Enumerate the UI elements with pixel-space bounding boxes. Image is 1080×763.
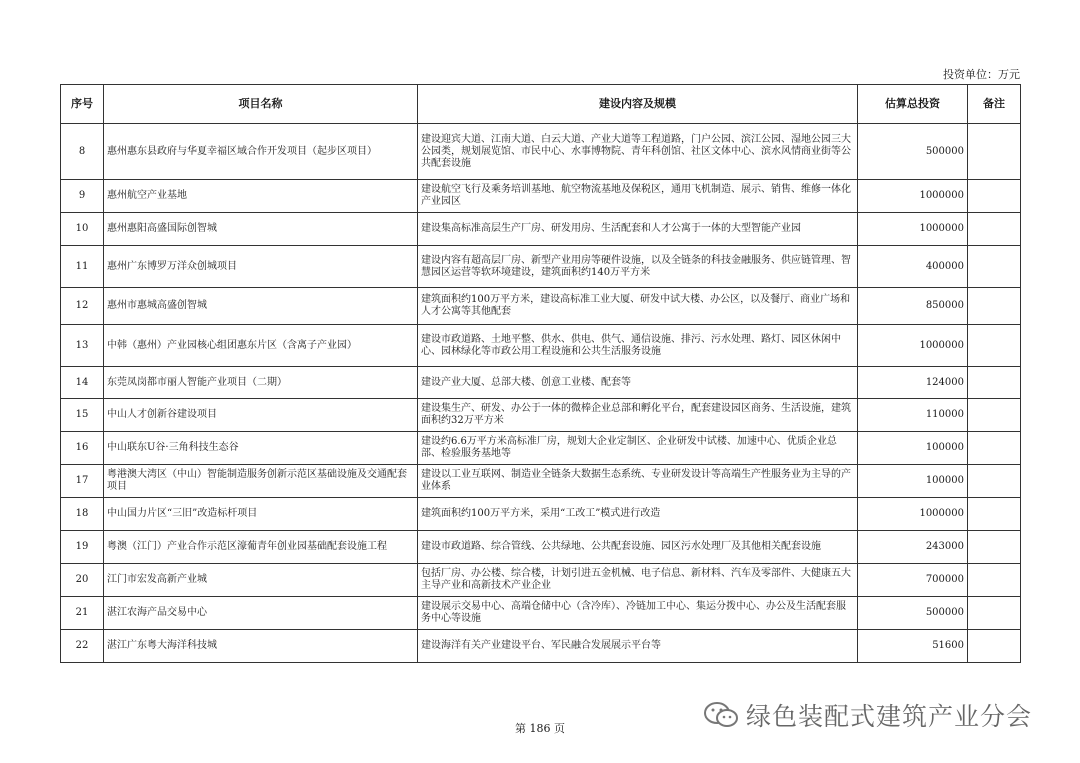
cell-investment: 100000 — [858, 432, 968, 465]
cell-note — [968, 325, 1021, 367]
column-header-seq: 序号 — [61, 85, 104, 124]
wechat-icon — [702, 700, 740, 730]
cell-note — [968, 124, 1021, 180]
cell-seq: 22 — [61, 630, 104, 663]
table-row — [61, 630, 1021, 663]
column-header-content: 建设内容及规模 — [418, 85, 858, 124]
table-row — [61, 367, 1021, 399]
cell-project-name: 中山联东U谷·三角科技生态谷 — [104, 432, 418, 465]
table-row — [61, 597, 1021, 630]
cell-note — [968, 597, 1021, 630]
cell-investment: 243000 — [858, 531, 968, 564]
cell-project-name: 中韩（惠州）产业园核心组团惠东片区（含离子产业园） — [104, 325, 418, 367]
cell-investment: 1000000 — [858, 498, 968, 531]
table-header-row — [61, 85, 1021, 124]
cell-seq: 18 — [61, 498, 104, 531]
cell-project-name: 粤澳（江门）产业合作示范区濠葡青年创业园基础配套设施工程 — [104, 531, 418, 564]
cell-note — [968, 180, 1021, 213]
cell-investment: 400000 — [858, 246, 968, 288]
cell-seq: 16 — [61, 432, 104, 465]
cell-project-name: 江门市宏发高新产业城 — [104, 564, 418, 597]
cell-note — [968, 498, 1021, 531]
cell-investment: 500000 — [858, 124, 968, 180]
table-row — [61, 124, 1021, 180]
table-row — [61, 180, 1021, 213]
cell-content: 建设内容有超高层厂房、新型产业用房等硬件设施，以及全链条的科技金融服务、供应链管理、智慧园区运营等软环境建设，建筑面积约140万平方米 — [418, 246, 858, 288]
cell-seq: 21 — [61, 597, 104, 630]
table-row — [61, 288, 1021, 325]
cell-content: 建设迎宾大道、江南大道、白云大道、产业大道等工程道路，门户公园、滨江公园、湿地公园三大公园类，规划展览馆、市民中心、水事博物院、青年科创馆、社区文体中心、滨水风情商业街等公共配套设施 — [418, 124, 858, 180]
cell-investment: 124000 — [858, 367, 968, 399]
cell-content: 建设集高标准高层生产厂房、研发用房、生活配套和人才公寓于一体的大型智能产业园 — [418, 213, 858, 246]
cell-project-name: 湛江农海产品交易中心 — [104, 597, 418, 630]
cell-seq: 13 — [61, 325, 104, 367]
cell-note — [968, 432, 1021, 465]
table-row — [61, 531, 1021, 564]
cell-content: 建设海洋有关产业建设平台、军民融合发展展示平台等 — [418, 630, 858, 663]
cell-seq: 17 — [61, 465, 104, 498]
cell-content: 建设产业大厦、总部大楼、创意工业楼、配套等 — [418, 367, 858, 399]
cell-investment: 1000000 — [858, 213, 968, 246]
cell-investment: 1000000 — [858, 180, 968, 213]
cell-note — [968, 213, 1021, 246]
table-row — [61, 465, 1021, 498]
cell-note — [968, 564, 1021, 597]
column-header-name: 项目名称 — [104, 85, 418, 124]
cell-project-name: 中山人才创新谷建设项目 — [104, 399, 418, 432]
cell-content: 建筑面积约100万平方米，采用“工改工”模式进行改造 — [418, 498, 858, 531]
cell-note — [968, 288, 1021, 325]
cell-seq: 19 — [61, 531, 104, 564]
table-row — [61, 399, 1021, 432]
cell-note — [968, 465, 1021, 498]
cell-seq: 15 — [61, 399, 104, 432]
cell-investment: 500000 — [858, 597, 968, 630]
table-row — [61, 213, 1021, 246]
cell-investment: 100000 — [858, 465, 968, 498]
column-header-investment: 估算总投资 — [858, 85, 968, 124]
cell-investment: 1000000 — [858, 325, 968, 367]
cell-project-name: 粤港澳大湾区（中山）智能制造服务创新示范区基础设施及交通配套项目 — [104, 465, 418, 498]
cell-investment: 850000 — [858, 288, 968, 325]
cell-project-name: 惠州惠东县政府与华夏幸福区域合作开发项目（起步区项目） — [104, 124, 418, 180]
cell-content: 建设约6.6万平方米高标准厂房，规划大企业定制区、企业研发中试楼、加速中心、优质企业总部、检验服务基地等 — [418, 432, 858, 465]
cell-investment: 51600 — [858, 630, 968, 663]
cell-seq: 12 — [61, 288, 104, 325]
cell-seq: 10 — [61, 213, 104, 246]
cell-content: 建筑面积约100万平方米，建设高标准工业大厦、研发中试大楼、办公区，以及餐厅、商业广场和人才公寓等其他配套 — [418, 288, 858, 325]
cell-project-name: 湛江广东粤大海洋科技城 — [104, 630, 418, 663]
cell-content: 包括厂房、办公楼、综合楼，计划引进五金机械、电子信息、新材料、汽车及零部件、大健康五大主导产业和高新技术产业企业 — [418, 564, 858, 597]
cell-project-name: 惠州广东博罗万洋众创城项目 — [104, 246, 418, 288]
table-row — [61, 246, 1021, 288]
investment-unit-note: 投资单位：万元 — [943, 68, 1020, 81]
cell-note — [968, 399, 1021, 432]
column-header-note: 备注 — [968, 85, 1021, 124]
cell-project-name: 中山国力片区“三旧”改造标杆项目 — [104, 498, 418, 531]
cell-investment: 700000 — [858, 564, 968, 597]
cell-project-name: 惠州市惠城高盛创智城 — [104, 288, 418, 325]
watermark-text: 绿色装配式建筑产业分会 — [746, 702, 1033, 731]
cell-seq: 11 — [61, 246, 104, 288]
cell-note — [968, 367, 1021, 399]
table-row — [61, 432, 1021, 465]
cell-project-name: 惠州航空产业基地 — [104, 180, 418, 213]
cell-note — [968, 630, 1021, 663]
cell-content: 建设市政道路、土地平整、供水、供电、供气、通信设施、排污、污水处理、路灯、园区休闲中心、园林绿化等市政公用工程设施和公共生活服务设施 — [418, 325, 858, 367]
cell-investment: 110000 — [858, 399, 968, 432]
cell-seq: 9 — [61, 180, 104, 213]
cell-project-name: 惠州惠阳高盛国际创智城 — [104, 213, 418, 246]
table-row — [61, 498, 1021, 531]
cell-content: 建设展示交易中心、高端仓储中心（含冷库）、冷链加工中心、集运分拨中心、办公及生活配套服务中心等设施 — [418, 597, 858, 630]
page-number: 第 186 页 — [515, 722, 565, 735]
cell-content: 建设市政道路、综合管线、公共绿地、公共配套设施、园区污水处理厂及其他相关配套设施 — [418, 531, 858, 564]
cell-seq: 14 — [61, 367, 104, 399]
cell-content: 建设航空飞行及乘务培训基地、航空物流基地及保税区，通用飞机制造、展示、销售、维修一体化产业园区 — [418, 180, 858, 213]
cell-project-name: 东莞凤岗都市丽人智能产业项目（二期） — [104, 367, 418, 399]
cell-seq: 20 — [61, 564, 104, 597]
project-table — [60, 84, 1021, 663]
cell-content: 建设以工业互联网、制造业全链条大数据生态系统、专业研发设计等高端生产性服务业为主导的产业体系 — [418, 465, 858, 498]
cell-content: 建设集生产、研发、办公于一体的微棒企业总部和孵化平台，配套建设园区商务、生活设施，建筑面积约32万平方米 — [418, 399, 858, 432]
table-row — [61, 564, 1021, 597]
cell-note — [968, 246, 1021, 288]
watermark — [702, 697, 1062, 733]
cell-seq: 8 — [61, 124, 104, 180]
cell-note — [968, 531, 1021, 564]
table-row — [61, 325, 1021, 367]
